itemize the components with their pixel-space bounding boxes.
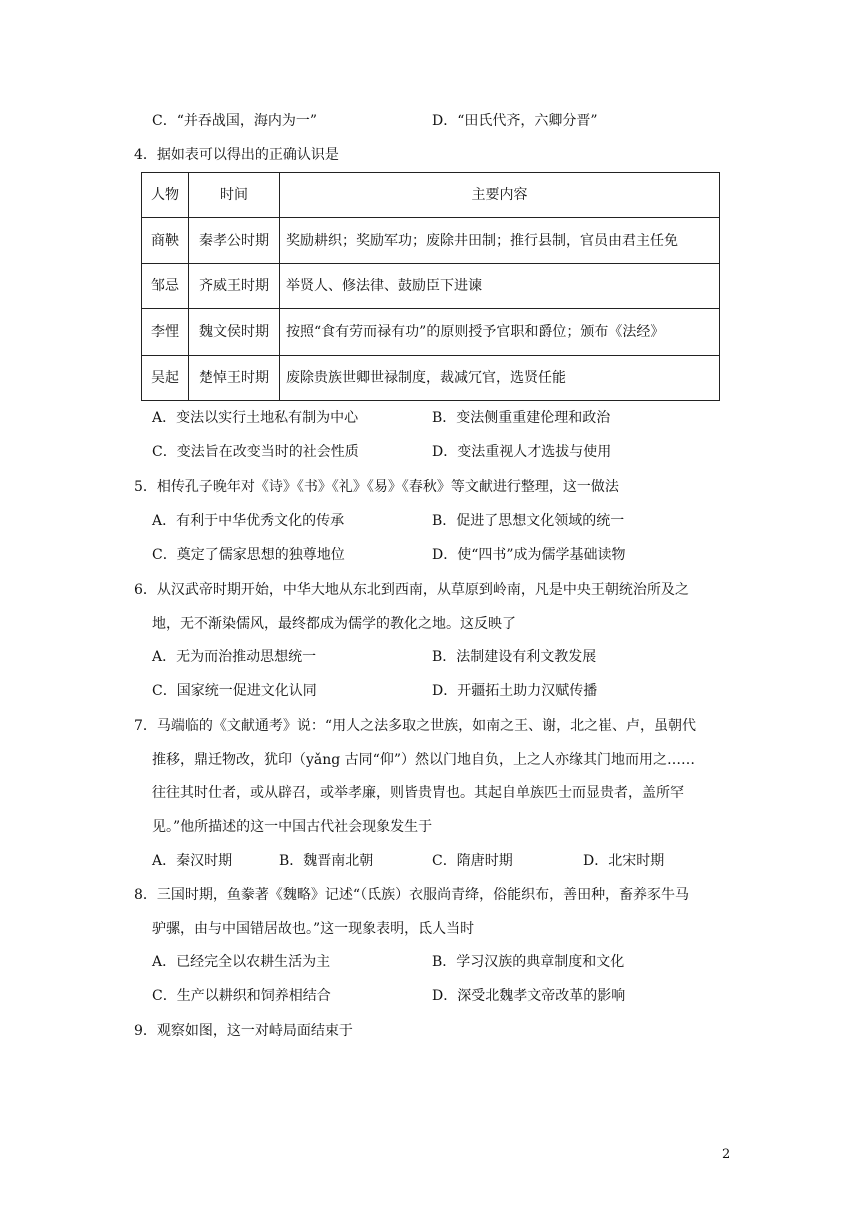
q6-option-d: D．开疆拓土助力汉赋传播: [432, 683, 598, 699]
q5-stem: 5．相传孔子晚年对《诗》《书》《礼》《易》《春秋》等文献进行整理，这一做法: [134, 479, 619, 495]
q5-option-c: C．奠定了儒家思想的独尊地位: [152, 547, 345, 563]
q6-option-b: B．法制建设有利文教发展: [432, 649, 597, 665]
table-header-cell: 时间: [189, 173, 280, 218]
table-cell-person: 吴起: [142, 356, 189, 401]
q4-option-a: A．变法以实行土地私有制为中心: [152, 410, 359, 426]
q6-option-a: A．无为而治推动思想统一: [152, 649, 317, 665]
q6-stem-line-1: 6．从汉武帝时期开始，中华大地从东北到西南，从草原到岭南，凡是中央王朝统治所及之: [134, 582, 689, 598]
q5-option-a: A．有利于中华优秀文化的传承: [152, 513, 345, 529]
table-cell-person: 邹忌: [142, 264, 189, 309]
q6-option-c: C．国家统一促进文化认同: [152, 683, 317, 699]
q4-table: [141, 172, 720, 401]
q7-stem-line-2: 推移，鼎迁物改，犹印（yǎng 古同“仰”）然以门地自负，上之人亦缘其门地而用之……: [152, 752, 695, 768]
q8-option-c: C．生产以耕织和饲养相结合: [152, 988, 331, 1004]
table-header-row: [142, 173, 720, 218]
table-cell-time: 秦孝公时期: [189, 218, 280, 264]
table-cell-person: 商鞅: [142, 218, 189, 264]
table-cell-content: 废除贵族世卿世禄制度，裁减冗官，选贤任能: [280, 356, 720, 401]
table-row: [142, 356, 720, 401]
q5-option-d: D．使“四书”成为儒学基础读物: [432, 547, 626, 563]
q4-option-c: C．变法旨在改变当时的社会性质: [152, 444, 359, 460]
q8-stem-line-2: 驴骡，由与中国错居故也。”这一现象表明，氐人当时: [152, 921, 475, 937]
q4-stem: 4．据如表可以得出的正确认识是: [134, 147, 339, 163]
q7-stem-line-3: 往往其时仕者，或从辟召，或举孝廉，则皆贵胄也。其起自单族匹士而显贵者，盖所罕: [152, 785, 684, 801]
table-cell-time: 楚悼王时期: [189, 356, 280, 401]
table-cell-content: 奖励耕织；奖励军功；废除井田制；推行县制，官员由君主任免: [280, 218, 720, 264]
table-row: [142, 218, 720, 264]
q7-option-d: D．北宋时期: [583, 853, 665, 869]
q7-option-b: B．魏晋南北朝: [279, 853, 374, 869]
q4-option-b: B．变法侧重重建伦理和政治: [432, 410, 611, 426]
q6-stem-line-2: 地，无不渐染儒风，最终都成为儒学的教化之地。这反映了: [152, 616, 516, 632]
q5-option-b: B．促进了思想文化领域的统一: [432, 513, 625, 529]
q8-option-b: B．学习汉族的典章制度和文化: [432, 954, 625, 970]
table-header-cell: 主要内容: [280, 173, 720, 218]
page-number: 2: [722, 1147, 731, 1162]
table-cell-time: 齐威王时期: [189, 264, 280, 309]
table-cell-person: 李悝: [142, 309, 189, 356]
table-row: [142, 264, 720, 309]
table-row: [142, 309, 720, 356]
q3-option-c: C．“并吞战国，海内为一”: [152, 113, 318, 129]
q7-option-a: A．秦汉时期: [152, 853, 233, 869]
table-cell-content: 举贤人、修法律、鼓励臣下进谏: [280, 264, 720, 309]
q3-option-d: D．“田氏代齐，六卿分晋”: [432, 113, 598, 129]
q8-stem-line-1: 8．三国时期，鱼豢著《魏略》记述“（氐族）衣服尚青绛，俗能织布，善田种，畜养豕牛马: [134, 887, 690, 903]
table-header-cell: 人物: [142, 173, 189, 218]
table-cell-content: 按照“食有劳而禄有功”的原则授予官职和爵位；颁布《法经》: [280, 309, 720, 356]
q8-option-a: A．已经完全以农耕生活为主: [152, 954, 331, 970]
table-cell-time: 魏文侯时期: [189, 309, 280, 356]
q4-option-d: D．变法重视人才选拔与使用: [432, 444, 612, 460]
q7-stem-line-1: 7．马端临的《文献通考》说：“用人之法多取之世族，如南之王、谢，北之崔、卢，虽朝代: [134, 718, 697, 734]
q7-stem-line-4: 见。”他所描述的这一中国古代社会现象发生于: [152, 819, 433, 835]
q7-option-c: C．隋唐时期: [432, 853, 513, 869]
q8-option-d: D．深受北魏孝文帝改革的影响: [432, 988, 626, 1004]
q9-stem: 9．观察如图，这一对峙局面结束于: [134, 1023, 353, 1039]
